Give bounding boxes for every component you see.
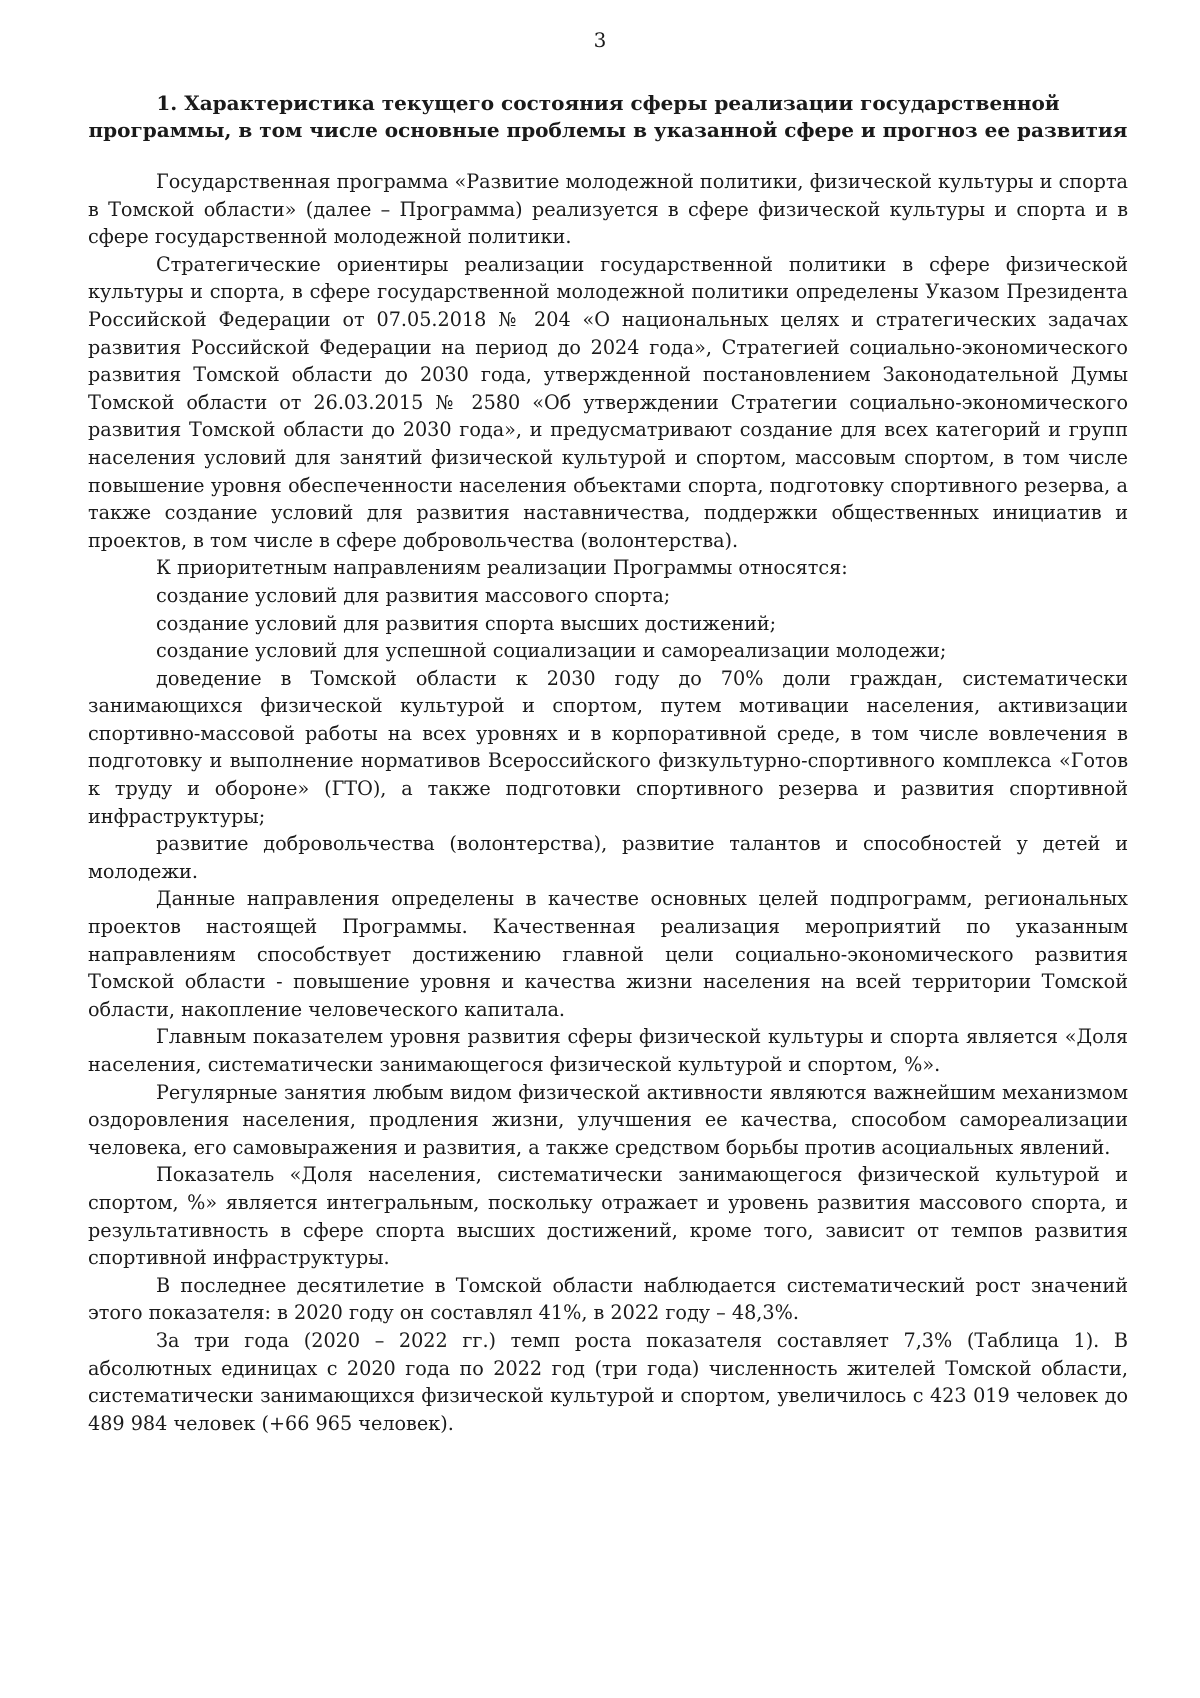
page-number: 3 xyxy=(593,28,607,52)
list-item: создание условий для развития массового спорта; xyxy=(156,583,671,607)
paragraph: Государственная программа «Развитие молодежной политики, физической культуры и спорта в Томской области» (далее – Программа) реализуется в сфере физической культуры и спорта и в сфере государственной молодежной политики. xyxy=(88,170,1128,249)
list-item: доведение в Томской области к 2030 году до 70% доли граждан, систематически занимающихся физической культурой и спортом, путем мотивации населения, активизации спортивно-массовой работы на всех уровнях и в корпоративной среде, в том числе вовлечения в подготовку и выполнение нормативов Всероссийского физкультурно-спортивного комплекса «Готов к труду и обороне» (ГТО), а также подготовки спортивного резерва и развития спортивной инфраструктуры; xyxy=(88,666,1128,828)
paragraph: Данные направления определены в качестве основных целей подпрограмм, региональных проектов настоящей Программы. Качественная реализация мероприятий по указанным направлениям способствует достижению главной цели социально-экономического развития Томской области - повышение уровня и качества жизни населения на всей территории Томской области, накопление человеческого капитала. xyxy=(88,887,1128,1021)
paragraph: Показатель «Доля населения, систематически занимающегося физической культурой и спортом, %» является интегральным, поскольку отражает и уровень развития массового спорта, и результативность в сфере спорта высших достижений, кроме того, зависит от темпов развития спортивной инфраструктуры. xyxy=(88,1163,1128,1270)
paragraph: Стратегические ориентиры реализации государственной политики в сфере физической культуры и спорта, в сфере государственной молодежной политики определены Указом Президента Российской Федерации от 07.05.2018 № 204 «О национальных целях и стратегических задачах развития Российской Федерации на период до 2024 года», Стратегией социально-экономического развития Томской области до 2030 года, утвержденной постановлением Законодательной Думы Томской области от 26.03.2015 № 2580 «Об утверждении Стратегии социально-экономического развития Томской области до 2030 года», и предусматривают создание для всех категорий и групп населения условий для занятий физической культурой и спортом, массовым спортом, в том числе повышение уровня обеспеченности населения объектами спорта, подготовку спортивного резерва, а также создание условий для развития наставничества, поддержки общественных инициатив и проектов, в том числе в сфере добровольчества (волонтерства). xyxy=(88,252,1128,552)
section-heading: 1. Характеристика текущего состояния сферы реализации государственной программы, в том числе основные проблемы в указанной сфере и прогноз ее развития xyxy=(88,91,1128,142)
list-item: развитие добровольчества (волонтерства), развитие талантов и способностей у детей и молодежи. xyxy=(88,832,1128,883)
paragraph: В последнее десятилетие в Томской области наблюдается систематический рост значений этого показателя: в 2020 году он составлял 41%, в 2022 году – 48,3%. xyxy=(88,1273,1128,1325)
paragraph: За три года (2020 – 2022 гг.) темп роста показателя составляет 7,3% (Таблица 1). В абсолютных единицах с 2020 года по 2022 год (три года) численность жителей Томской области, систематически занимающихся физической культурой и спортом, увеличилось с 423 019 человек до 489 984 человек (+66 965 человек). xyxy=(88,1328,1128,1435)
list-item: создание условий для успешной социализации и самореализации молодежи; xyxy=(156,639,947,663)
paragraph: Регулярные занятия любым видом физической активности являются важнейшим механизмом оздоровления населения, продления жизни, улучшения ее качества, способом самореализации человека, его самовыражения и развития, а также средством борьбы против асоциальных явлений. xyxy=(88,1080,1128,1159)
body-text xyxy=(88,168,1128,1437)
paragraph: К приоритетным направлениям реализации Программы относятся: xyxy=(156,556,848,580)
list-item: создание условий для развития спорта высших достижений; xyxy=(156,611,777,635)
paragraph: Главным показателем уровня развития сферы физической культуры и спорта является «Доля населения, систематически занимающегося физической культурой и спортом, %». xyxy=(88,1025,1128,1076)
